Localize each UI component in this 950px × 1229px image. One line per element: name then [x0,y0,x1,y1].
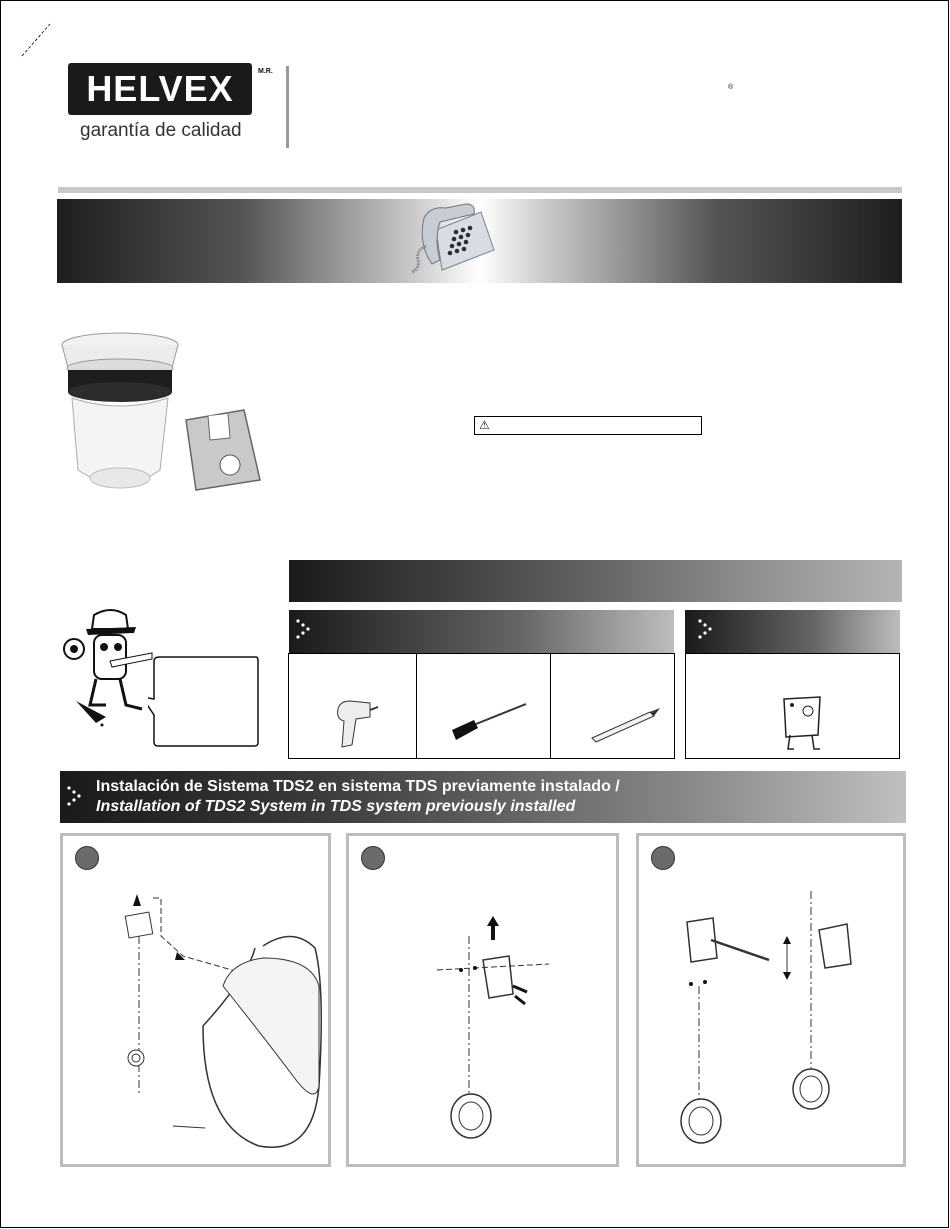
crop-mark [20,18,60,58]
tools-header [289,610,674,653]
step-3-diagram [639,836,903,1164]
arrow-bullet-icon [295,618,311,642]
speech-bubble [148,655,260,748]
logo-tagline: garantía de calidad [80,120,242,141]
plumber-mascot [56,605,156,730]
installation-title-en: Installation of TDS2 System in TDS system previously installed [96,798,576,815]
header-divider [286,66,289,148]
screwdriver-icon [448,700,528,745]
tools-band [289,560,902,602]
logo-trademark: M.R. [258,68,273,75]
parts-header [685,610,900,653]
step-3-panel [636,833,906,1167]
product-photo [60,330,265,500]
installation-title-es: Instalación de Sistema TDS2 en sistema TDS previamente instalado / [96,778,620,795]
header-rule [58,187,902,193]
registered-mark: ® [728,84,734,91]
step-2-diagram [349,836,616,1164]
logo-wordmark: HELVEX [86,68,234,109]
warning-triangle-icon: ⚠ [479,418,490,432]
step-2-panel [346,833,619,1167]
drill-icon [330,695,380,755]
pencil-icon [588,706,663,746]
telephone-icon [396,200,502,282]
arrow-bullet-icon [697,618,713,642]
warning-box [474,416,702,435]
arrow-bullet-icon [66,785,82,809]
tools-table-divider [550,653,551,759]
step-1-panel [60,833,331,1167]
tools-table-divider [416,653,417,759]
bracket-plate-icon [770,695,832,753]
step-1-diagram [63,836,328,1164]
